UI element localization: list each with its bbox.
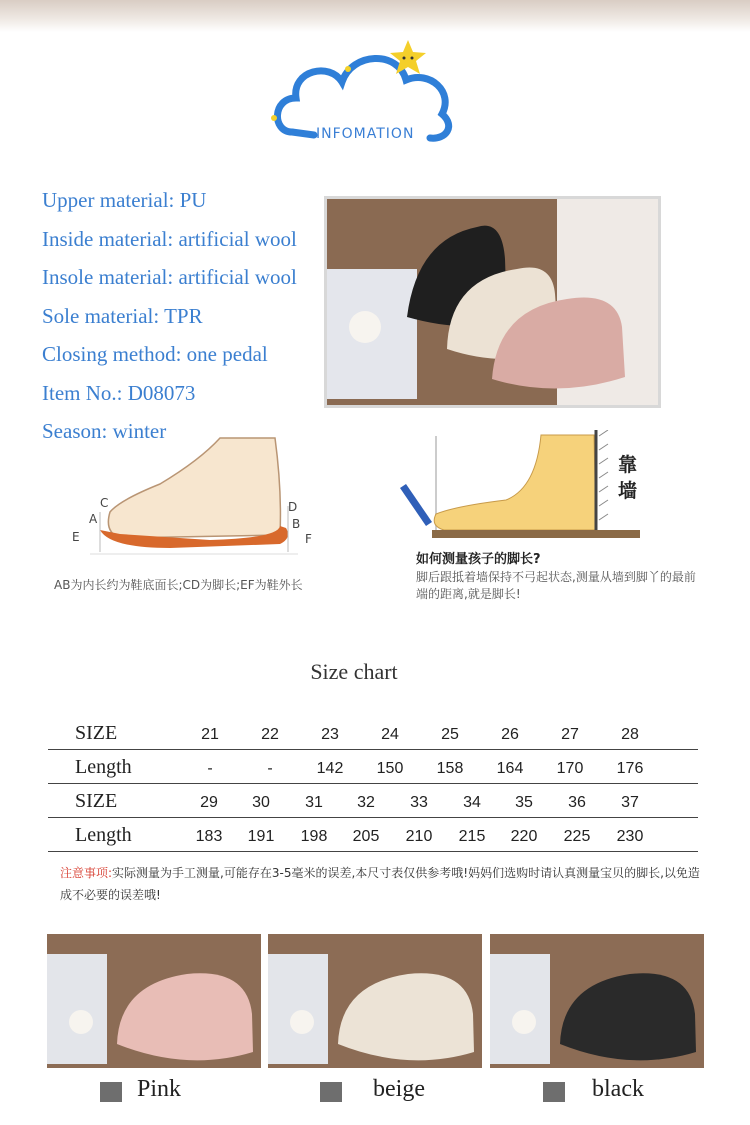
spec-sole-material: Sole material: TPR [42,303,203,328]
length-cell: 220 [510,828,538,845]
length-cell: 183 [195,828,223,845]
size-cell: 27 [561,726,579,743]
size-cell: 33 [410,794,428,811]
variant-photo-pink [47,934,261,1068]
boots-illustration [327,199,658,405]
how-to-measure-desc: 脚后跟抵着墙保持不弓起状态,测量从墙到脚丫的最前端的距离,就是脚长! [416,570,696,601]
size-cell: 36 [568,794,586,811]
size-cell: 30 [252,794,270,811]
variant-label-black: black [592,1076,644,1102]
top-photo-strip [0,0,750,32]
row-label: SIZE [75,790,118,812]
length-cell: 205 [352,828,380,845]
swatch-black [543,1082,565,1102]
variant-photo-beige [268,934,482,1068]
size-table [48,716,698,852]
size-cell: 32 [357,794,375,811]
size-cell: 24 [381,726,399,743]
size-cell: 23 [321,726,339,743]
length-cell: 191 [247,828,275,845]
length-cell: 230 [616,828,644,845]
spec-inside-material: Inside material: artificial wool [42,226,297,251]
variant-label-pink: Pink [137,1076,182,1102]
size-row [48,716,698,750]
marker-b: B [292,517,301,531]
wall-label: 靠墙 [618,454,638,502]
size-cell: 21 [201,726,219,743]
length-cell: 150 [376,760,404,777]
size-cell: 34 [463,794,481,811]
length-cell: 215 [458,828,486,845]
marker-c: C [100,496,109,510]
note-heading: 注意事项: [60,866,113,880]
length-cell: 176 [616,760,644,777]
row-label: Length [75,756,132,778]
infomation-label: INFOMATION [316,126,415,142]
marker-d: D [288,500,298,514]
size-note [60,862,700,906]
size-cell: 37 [621,794,639,811]
length-row [48,818,698,852]
length-cell: - [207,760,213,777]
how-to-measure-title: 如何测量孩子的脚长? [416,552,541,567]
length-row [48,750,698,784]
length-cell: 142 [316,760,344,777]
note-text: 实际测量为手工测量,可能存在3-5毫米的误差,本尺寸表仅供参考哦!妈妈们选购时请认真测量宝贝的脚长,以免造成不必要的误差哦! [60,866,700,902]
spec-insole-material: Insole material: artificial wool [42,265,297,289]
spec-season: Season: winter [42,419,167,443]
marker-e: E [72,530,80,544]
foot-diagram-caption: AB为内长约为鞋底面长;CD为脚长;EF为鞋外长 [54,578,303,592]
length-cell: 198 [300,828,328,845]
product-photo [324,196,661,408]
length-cell: 210 [405,828,433,845]
marker-f: F [305,532,312,546]
size-chart-title: Size chart [310,659,398,684]
size-cell: 25 [441,726,459,743]
spec-closing-method: Closing method: one pedal [42,342,268,366]
length-cell: 225 [563,828,591,845]
spec-list [42,184,297,454]
wall-measure-diagram [396,430,646,545]
swatch-pink [100,1082,122,1102]
length-cell: 164 [496,760,524,777]
length-cell: 170 [556,760,584,777]
size-cell: 35 [515,794,533,811]
spec-item-no: Item No.: D08073 [42,380,196,405]
size-cell: 29 [200,794,218,811]
length-cell: 158 [436,760,464,777]
size-cell: 28 [621,726,639,743]
swatch-beige [320,1082,342,1102]
variant-photo-black [490,934,704,1068]
length-cell: - [267,760,273,777]
size-row [48,784,698,818]
spec-upper-material: Upper material: PU [42,188,207,212]
row-label: SIZE [75,722,118,744]
row-label: Length [75,824,132,846]
size-cell: 31 [305,794,323,811]
size-cell: 22 [261,726,279,743]
marker-a: A [89,512,98,526]
variant-label-beige: beige [373,1076,425,1102]
size-cell: 26 [501,726,519,743]
